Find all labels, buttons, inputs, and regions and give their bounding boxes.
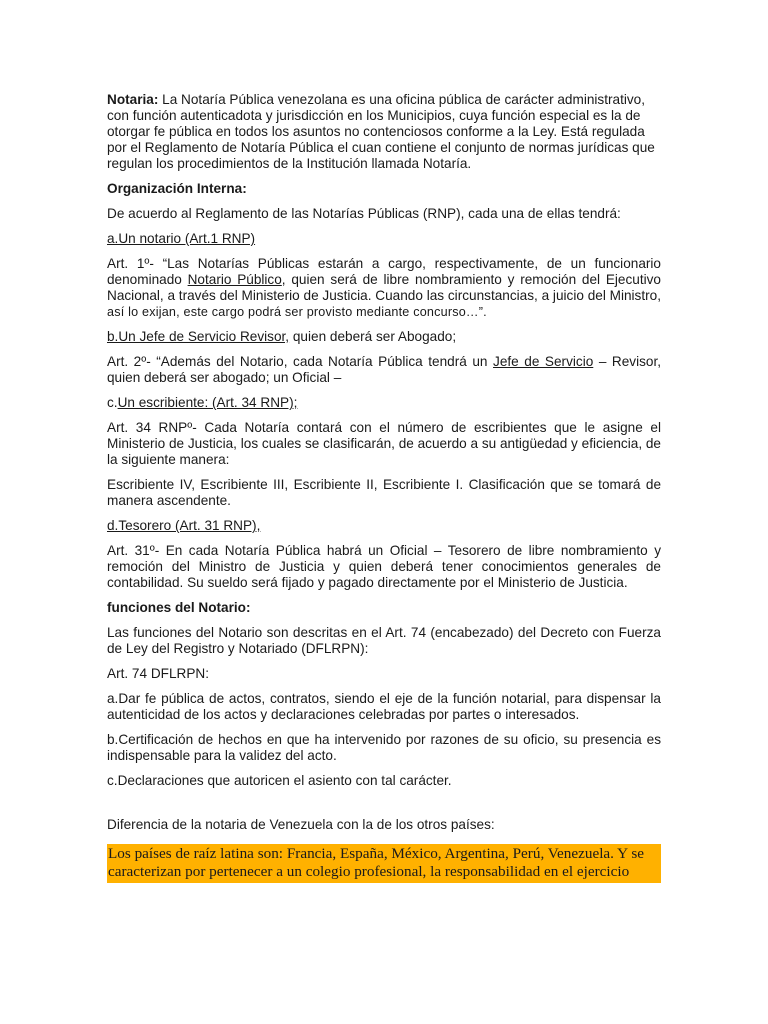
item-b-rest: quien deberá ser Abogado; — [289, 329, 457, 344]
item-c-prefix: c. — [107, 395, 118, 410]
article-2-text-a: Art. 2º- “Además del Notario, cada Notaría Pública tendrá un — [107, 354, 494, 369]
item-b-jefe — [107, 329, 661, 345]
document-page — [107, 92, 661, 892]
funcion-a: a.Dar fe pública de actos, contratos, siendo el eje de la función notarial, para dispensar la autenticidad de los actos y declaraciones celebradas por partes o interesados. — [107, 691, 661, 722]
paragraph-diferencia: Diferencia de la notaria de Venezuela con la de los otros países: — [107, 817, 495, 832]
notario-publico-link[interactable]: Notario Público — [187, 272, 282, 287]
article-2-text-b: – Revisor, quien deberá ser abogado; un Oficial – — [107, 354, 662, 385]
funcion-c: c.Declaraciones que autoricen el asiento con tal carácter. — [107, 773, 452, 788]
paragraph-acuerdo: De acuerdo al Reglamento de las Notarías Públicas (RNP), cada una de ellas tendrá: — [107, 206, 621, 221]
article-34: Art. 34 RNPº- Cada Notaría contará con el número de escribientes que le asigne el Ministerio de Justicia, los cuales se clasificarán, de acuerdo a su antigüedad y eficiencia, de la siguiente manera: — [107, 420, 661, 467]
article-1-text-a: Art. 1º- “Las Notarías Públicas estarán a cargo, respectivamente, de un funcionario denominado — [107, 256, 661, 287]
item-c-escribiente — [107, 395, 661, 411]
article-74-label: Art. 74 DFLRPN: — [107, 666, 209, 681]
intro-paragraph — [107, 92, 661, 172]
heading-organizacion: Organización Interna: — [107, 181, 247, 196]
item-d-tesorero: d.Tesorero (Art. 31 RNP), — [107, 518, 261, 533]
item-b-label: b.Un Jefe de Servicio Revisor, — [107, 329, 290, 344]
item-c-label: Un escribiente: (Art. 34 RNP); — [117, 395, 298, 410]
article-1 — [107, 256, 661, 320]
notaria-definition: La Notaría Pública venezolana es una oficina pública de carácter administrativo, con función autenticadota y jurisdicción en los Municipios, cuya función especial es la de otorgar fe pública en todos los asuntos no contenciosos conforme a la Ley. Está regulada por el Reglamento de Notaría Pública el cuan contiene el conjunto de normas jurídicas que regulan los procedimientos de la Institución llamada Notaría. — [107, 92, 655, 171]
article-1-text-b: , quien será de libre nombramiento y remoción del Ejecutivo Nacional, a través del Ministerio de Justicia. Cuando las circunstancias, a juicio del Ministro, — [107, 272, 661, 303]
notaria-label: Notaria: — [107, 92, 159, 107]
escribientes-list: Escribiente IV, Escribiente III, Escribiente II, Escribiente I. Clasificación que se tomará de manera ascendente. — [107, 477, 661, 508]
article-1-text-c: así lo exijan, este cargo podrá ser provisto mediante concurso…”. — [107, 305, 487, 319]
funcion-b: b.Certificación de hechos en que ha intervenido por razones de su oficio, su presencia es indispensable para la validez del acto. — [107, 732, 661, 763]
heading-funciones: funciones del Notario: — [107, 600, 251, 615]
jefe-servicio-link[interactable]: Jefe de Servicio — [493, 354, 594, 369]
item-a-notario: a.Un notario (Art.1 RNP) — [107, 231, 256, 246]
highlighted-paragraph: Los países de raíz latina son: Francia, España, México, Argentina, Perú, Venezuela. Y se caracterizan por pertenecer a un colegio profesional, la responsabilidad en el ejercicio — [107, 844, 661, 883]
article-2 — [107, 354, 661, 386]
paragraph-funciones: Las funciones del Notario son descritas en el Art. 74 (encabezado) del Decreto con Fuerza de Ley del Registro y Notariado (DFLRPN): — [107, 625, 661, 656]
article-31: Art. 31º- En cada Notaría Pública habrá un Oficial – Tesorero de libre nombramiento y remoción del Ministro de Justicia y quien deberá tener conocimientos generales de contabilidad. Su sueldo será fijado y pagado directamente por el Ministerio de Justicia. — [107, 543, 661, 590]
